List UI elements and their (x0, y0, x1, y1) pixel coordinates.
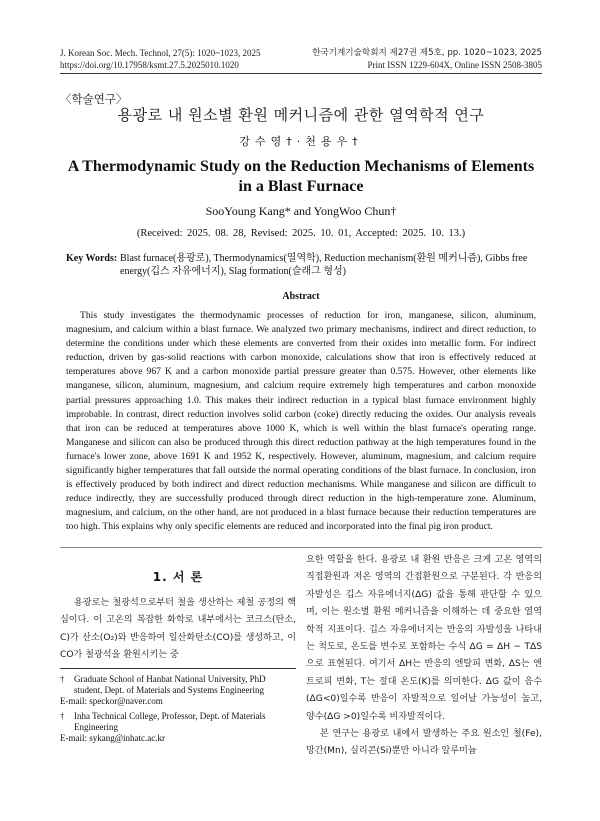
footnotes (60, 674, 296, 744)
header-rule (60, 73, 542, 74)
journal-citation: J. Korean Soc. Mech. Technol, 27(5): 1020~1023, 2025 (60, 48, 261, 58)
authors-english: SooYoung Kang* and YongWoo Chun† (205, 204, 397, 218)
keywords-text: Blast furnace(용광로), Thermodynamics(열역학), Reduction mechanism(환원 메커니즘), Gibbs free energy(깁스 자유에너지), Slag formation(슬래그 형성) (120, 253, 528, 277)
section-separator (60, 547, 542, 548)
introduction-heading: 1. 서 론 (152, 570, 204, 584)
authors-korean: 강수영†·천용우† (239, 135, 363, 148)
right-column (306, 552, 542, 761)
title-korean: 용광로 내 원소별 환원 메커니즘에 관한 열역학적 연구 (117, 106, 485, 124)
footnote-email[interactable]: E-mail: sykang@inhatc.ac.kr (60, 733, 166, 744)
doi-link[interactable]: https://doi.org/10.17958/ksmt.27.5.2025010.1020 (60, 60, 239, 70)
footnote-email[interactable]: E-mail: speckor@naver.com (60, 696, 163, 707)
footnote-affiliation: Graduate School of Hanbat National University, PhD student, Dept. of Materials and Systems Engineering (74, 674, 266, 696)
title-english: A Thermodynamic Study on the Reduction Mechanisms of Elements in a Blast Furnace (67, 158, 535, 195)
footnote-author1 (60, 674, 296, 696)
footnote-author2 (60, 711, 296, 733)
intro-paragraph-right (306, 552, 542, 761)
intro-paragraph-next: 본 연구는 용광로 내에서 발생하는 주요 원소인 철(Fe), 망간(Mn), 실리콘(Si)뿐만 아니라 알루미늄 (306, 729, 542, 757)
keywords-block (66, 252, 536, 278)
left-column (60, 568, 296, 665)
footnote-affiliation: Inha Technical College, Professor, Dept. of Materials Engineering (74, 710, 266, 732)
intro-paragraph-left: 용광로는 철광석으로부터 철을 생산하는 제철 공정의 핵심이다. 이 고온의 복잡한 화학로 내부에서는 코크스(탄소, C)가 산소(O₂)와 반응하여 일산화탄소(CO)를 생성하고, 이 CO가 철광석을 환원시키는 중 (60, 598, 296, 661)
footnote-rule (60, 668, 296, 669)
keywords-label: Key Words: (66, 253, 118, 264)
journal-citation-ko: 한국기계기술학회지 제27권 제5호, pp. 1020~1023, 2025 (312, 48, 542, 58)
received-dates: (Received: 2025. 08. 28, Revised: 2025. 10. 01, Accepted: 2025. 10. 13.) (136, 228, 466, 239)
dagger-mark: † (60, 710, 65, 721)
section-tag: 〈학술연구〉 (60, 92, 128, 106)
abstract-text: This study investigates the thermodynamic processes of reduction for iron, manganese, silicon, aluminum, magnesium, and calcium within a blast furnace. We analyzed two primary mechanisms, indirect and direct reduction, to determine the conditions under which these elements are converted from their oxides into metallic form. For indirect reduction, driven by gas-solid reactions with carbon monoxide, calculations show that iron is effectively reduced at temperatures above 967 K and a carbon monoxide partial pressure greater than 0.575. However, other elements like manganese, silicon, aluminum, magnesium, and calcium require extremely high temperatures and carbon monoxide partial pressures approaching 1.0. This makes their indirect reduction in a typical blast furnace environment highly improbable. In contrast, direct reduction involves solid carbon (coke) directly reducing the oxides. Our analysis reveals that iron can be reduced at temperatures above 1000 K, which is well within the blast furnace's operating range. Manganese and silicon can also be produced through this direct reduction pathway at the high temperatures found in the furnace's lower zone, above 1691 K and 1952 K, respectively. However, aluminum, magnesium, and calcium require significantly higher temperatures that fall outside the normal operating conditions of the blast furnace. In conclusion, iron is effectively produced by both indirect and direct reduction mechanisms. While manganese and silicon are difficult to reduce indirectly, they are successfully produced through direct reduction in the high-temperature zone. Aluminum, magnesium, and calcium, on the other hand, are not produced in a blast furnace because their reduction temperatures are too high. This explains why only specific elements are reduced and incorporated into the final pig iron product. (66, 310, 536, 533)
issn-info: Print ISSN 1229-604X, Online ISSN 2508-3805 (367, 60, 542, 70)
intro-paragraph-continued: 요한 역할을 한다. 용광로 내 환원 반응은 크게 고온 영역의 직접환원과 저온 영역의 간접환원으로 구분된다. 각 반응의 자발성은 깁스 자유에너지(ΔG) 값을 통해 판단할 수 있으며, 이는 원소별 환원 메커니즘을 이해하는 데 중요한 열역학적 지표이다. 깁스 자유에너지는 반응의 자발성을 나타내는 척도로, 온도를 변수로 포함하는 수식 ΔG = ΔH − TΔS으로 표현된다. 여기서 ΔH는 반응의 엔탈피 변화, ΔS는 엔트로피 변화, T는 절대 온도(K)를 의미한다. ΔG 값이 음수(ΔG<0)일수록 반응이 자발적으로 일어날 가능성이 높고, 양수(ΔG >0)일수록 비자발적이다. (306, 555, 542, 722)
abstract-heading: Abstract (282, 291, 320, 302)
dagger-mark: † (60, 674, 65, 684)
